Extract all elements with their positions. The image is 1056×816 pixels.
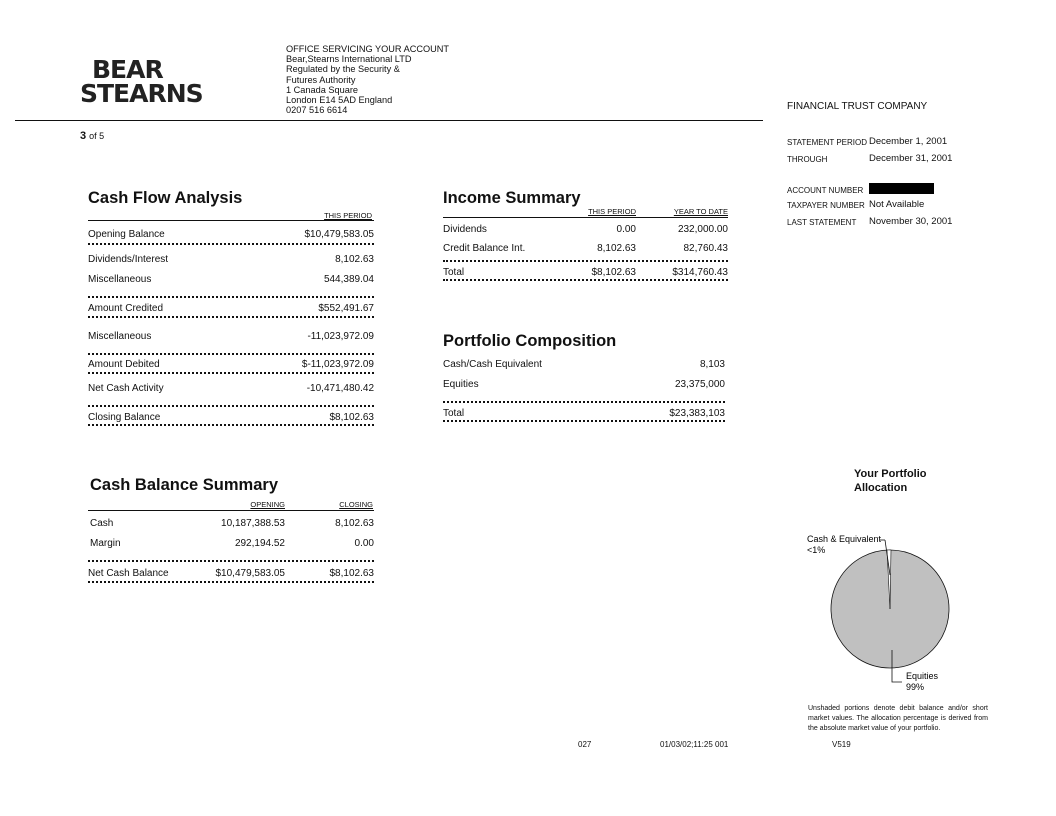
row-label: Total: [443, 408, 465, 419]
dotted-divider: [88, 372, 374, 374]
row-label: Cash: [90, 518, 114, 529]
dotted-divider: [88, 424, 374, 426]
row-label: Miscellaneous: [88, 274, 152, 285]
row-label: Closing Balance: [88, 412, 161, 423]
row-period-value: $8,102.63: [591, 267, 636, 278]
row-label: Dividends/Interest: [88, 254, 169, 265]
page-total: of 5: [89, 131, 105, 141]
row-closing-value: $8,102.63: [329, 568, 374, 579]
company-name: FINANCIAL TRUST COMPANY: [787, 101, 928, 112]
office-line: 0207 516 6614: [286, 105, 348, 116]
row-value: $23,383,103: [669, 408, 725, 419]
row-opening-value: $10,479,583.05: [215, 568, 285, 579]
row-ytd-value: 82,760.43: [683, 243, 728, 254]
row-label: Miscellaneous: [88, 331, 152, 342]
allocation-title: [854, 467, 927, 495]
dotted-divider: [443, 401, 725, 403]
row-value: $8,102.63: [329, 412, 374, 423]
dotted-divider: [88, 316, 374, 318]
dotted-divider: [88, 353, 374, 355]
office-line: 1 Canada Square: [286, 84, 359, 95]
header-divider: [15, 120, 763, 121]
row-label: Amount Debited: [88, 359, 160, 370]
office-line: London E14 5AD England: [286, 95, 393, 106]
equities-label: Equities: [906, 671, 939, 681]
cash-equivalent-label: Cash & Equivalent: [807, 534, 882, 544]
dotted-divider: [443, 279, 728, 281]
row-label: Equities: [443, 379, 479, 390]
cash-flow-col-header: THIS PERIOD: [324, 211, 372, 220]
footer-code-2: 01/03/02;11:25 001: [660, 740, 729, 749]
logo-line-2: STEARNS: [80, 79, 203, 108]
office-line: Regulated by the Security &: [286, 64, 400, 75]
row-value: 8,102.63: [335, 254, 374, 265]
last-statement-label: LAST STATEMENT: [787, 218, 857, 227]
divider: [443, 217, 728, 218]
income-summary-title: Income Summary: [443, 189, 581, 207]
dotted-divider: [88, 581, 374, 583]
row-opening-value: 292,194.52: [234, 538, 285, 549]
bear-stearns-logo: [80, 55, 203, 108]
statement-period-value: December 1, 2001: [869, 136, 948, 147]
row-label: Net Cash Balance: [88, 568, 169, 579]
dotted-divider: [443, 260, 728, 262]
row-period-value: 8,102.63: [597, 243, 636, 254]
dotted-divider: [88, 296, 374, 298]
taxpayer-label: TAXPAYER NUMBER: [787, 201, 865, 210]
divider: [88, 220, 374, 221]
row-label: Margin: [90, 538, 121, 549]
row-label: Credit Balance Int.: [443, 243, 526, 254]
logo-line-1: BEAR: [92, 55, 163, 84]
office-line: OFFICE SERVICING YOUR ACCOUNT: [286, 44, 450, 54]
row-label: Total: [443, 267, 465, 278]
cash-balance-col-opening: OPENING: [250, 500, 285, 509]
statement-period-label: STATEMENT PERIOD: [787, 138, 868, 147]
allocation-pie-chart: [800, 530, 1000, 700]
account-number-redacted: [869, 183, 934, 194]
dotted-divider: [88, 243, 374, 245]
page-number: [80, 130, 104, 142]
row-period-value: 0.00: [616, 224, 636, 235]
row-value: 544,389.04: [323, 274, 374, 285]
income-col-ytd: YEAR TO DATE: [673, 207, 728, 216]
divider: [88, 510, 374, 511]
last-statement-value: November 30, 2001: [869, 216, 953, 227]
page-current: 3: [80, 130, 87, 142]
row-closing-value: 8,102.63: [335, 518, 374, 529]
row-value: $552,491.67: [318, 303, 374, 314]
row-value: $10,479,583.05: [304, 229, 374, 240]
cash-balance-col-closing: CLOSING: [339, 500, 373, 509]
office-address-block: [286, 44, 449, 115]
allocation-note: Unshaded portions denote debit balance and/or short market values. The allocation percentage is derived from the absolute market value of your portfolio.: [808, 705, 988, 732]
dotted-divider: [88, 405, 374, 407]
office-line: Futures Authority: [286, 74, 356, 85]
footer-code-3: V519: [832, 740, 851, 749]
cash-flow-title: Cash Flow Analysis: [88, 189, 243, 207]
through-value: December 31, 2001: [869, 153, 953, 164]
row-label: Cash/Cash Equivalent: [443, 359, 542, 370]
row-value: -10,471,480.42: [306, 383, 374, 394]
row-ytd-value: 232,000.00: [677, 224, 728, 235]
row-opening-value: 10,187,388.53: [221, 518, 285, 529]
row-ytd-value: $314,760.43: [672, 267, 728, 278]
taxpayer-value: Not Available: [869, 199, 925, 210]
row-value: 23,375,000: [674, 379, 725, 390]
income-col-this-period: THIS PERIOD: [588, 207, 636, 216]
dotted-divider: [88, 560, 374, 562]
office-line: Bear,Stearns International LTD: [286, 54, 412, 65]
row-label: Net Cash Activity: [88, 383, 164, 394]
row-value: $-11,023,972.09: [301, 359, 374, 370]
row-label: Opening Balance: [88, 229, 165, 240]
allocation-title-line-2: Allocation: [854, 482, 908, 494]
through-label: THROUGH: [787, 155, 828, 164]
cash-equivalent-pct: <1%: [807, 545, 826, 555]
row-value: 8,103: [699, 359, 725, 370]
row-label: Amount Credited: [88, 303, 164, 314]
cash-balance-title: Cash Balance Summary: [90, 476, 279, 494]
equities-pct: 99%: [906, 682, 925, 692]
account-number-label: ACCOUNT NUMBER: [787, 186, 864, 195]
row-closing-value: 0.00: [354, 538, 374, 549]
row-label: Dividends: [443, 224, 487, 235]
row-value: -11,023,972.09: [307, 331, 374, 342]
portfolio-title: Portfolio Composition: [443, 332, 617, 350]
allocation-title-line-1: Your Portfolio: [854, 468, 927, 480]
footer-code-1: 027: [578, 740, 592, 749]
dotted-divider: [443, 420, 725, 422]
